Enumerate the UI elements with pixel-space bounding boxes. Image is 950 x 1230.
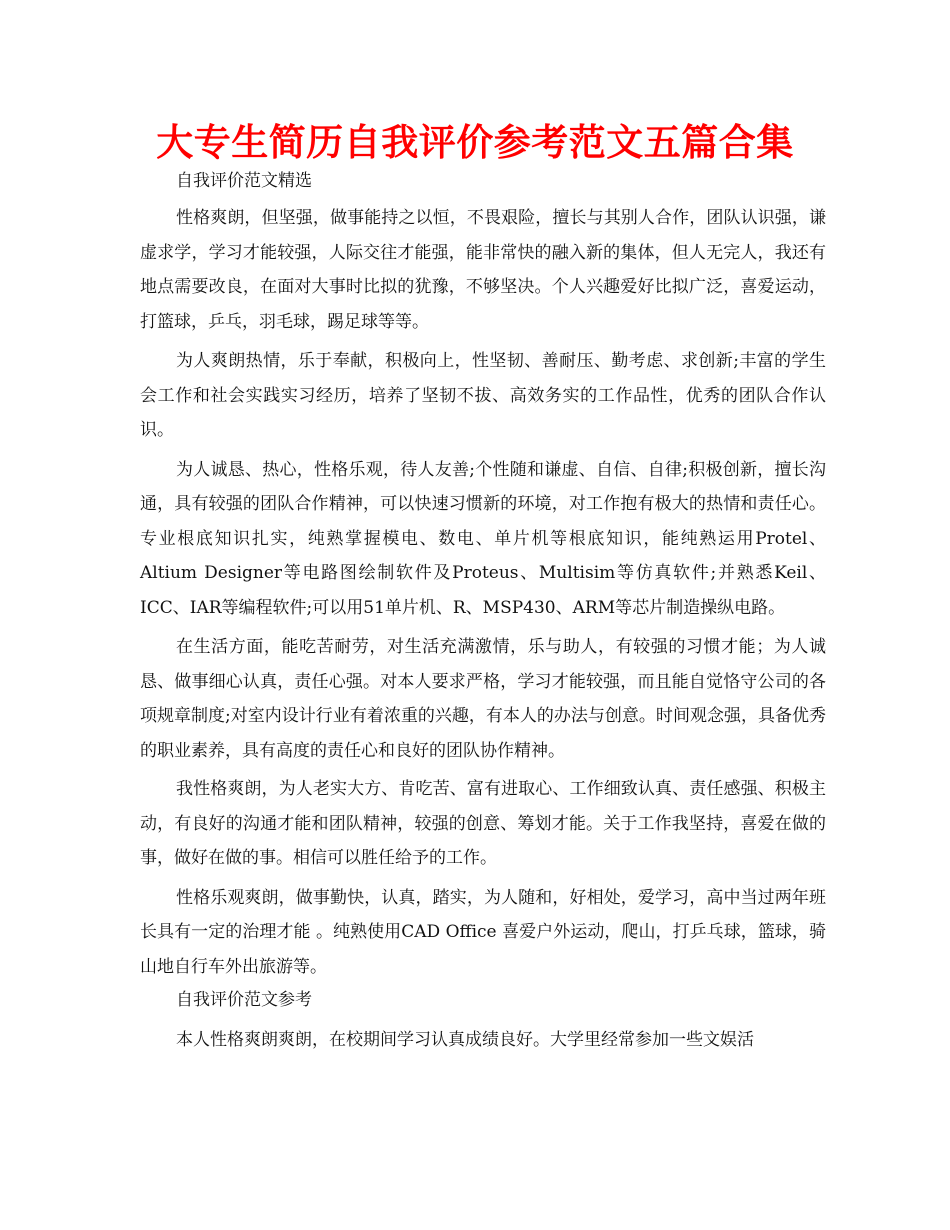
paragraph: 性格乐观爽朗，做事勤快，认真，踏实，为人随和，好相处，爱学习，高中当过两年班长具有一定的治理才能 。纯熟使用CAD Office 喜爱户外运动，爬山，打乒乓球，篮球，骑山地自行车外出旅游等。	[140, 887, 826, 977]
paragraph: 性格爽朗，但坚强，做事能持之以恒，不畏艰险，擅长与其别人合作，团队认识强，谦虚求学，学习才能较强，人际交往才能强，能非常快的融入新的集体，但人无完人，我还有地点需要改良，在面对大事时比拟的犹豫，不够坚决。个人兴趣爱好比拟广泛，喜爱运动，打篮球，乒乓，羽毛球，踢足球等等。	[140, 208, 826, 332]
paragraph: 在生活方面，能吃苦耐劳，对生活充满激情，乐与助人，有较强的习惯才能；为人诚恳、做事细心认真，责任心强。对本人要求严格，学习才能较强，而且能自觉恪守公司的各项规章制度;对室内设计行业有着浓重的兴趣，有本人的办法与创意。时间观念强，具备优秀的职业素养，具有高度的责任心和良好的团队协作精神。	[140, 637, 826, 761]
document-body	[140, 170, 826, 1058]
section-heading: 自我评价范文参考	[176, 990, 312, 1010]
paragraph: 我性格爽朗，为人老实大方、肯吃苦、富有进取心、工作细致认真、责任感强、积极主动，有良好的沟通才能和团队精神，较强的创意、筹划才能。关于工作我坚持，喜爱在做的事，做好在做的事。相信可以胜任给予的工作。	[140, 779, 826, 868]
paragraph: 为人诚恳、热心，性格乐观，待人友善;个性随和谦虚、自信、自律;积极创新，擅长沟通，具有较强的团队合作精神，可以快速习惯新的环境，对工作抱有极大的热情和责任心。专业根底知识扎实，纯熟掌握模电、数电、单片机等根底知识，能纯熟运用Protel、Altium Designer等电路图绘制软件及Proteus、Multisim等仿真软件;并熟悉Keil、ICC、IAR等编程软件;可以用51单片机、R、MSP430、ARM等芯片制造操纵电路。	[140, 459, 826, 618]
document-title: 大专生简历自我评价参考范文五篇合集	[156, 121, 794, 164]
paragraph: 为人爽朗热情，乐于奉献，积极向上，性坚韧、善耐压、勤考虑、求创新;丰富的学生会工作和社会实践实习经历，培养了坚韧不拔、高效务实的工作品性，优秀的团队合作认识。	[140, 351, 826, 440]
section-heading: 自我评价范文精选	[176, 171, 312, 191]
paragraph: 本人性格爽朗爽朗，在校期间学习认真成绩良好。大学里经常参加一些文娱活	[176, 1030, 754, 1050]
